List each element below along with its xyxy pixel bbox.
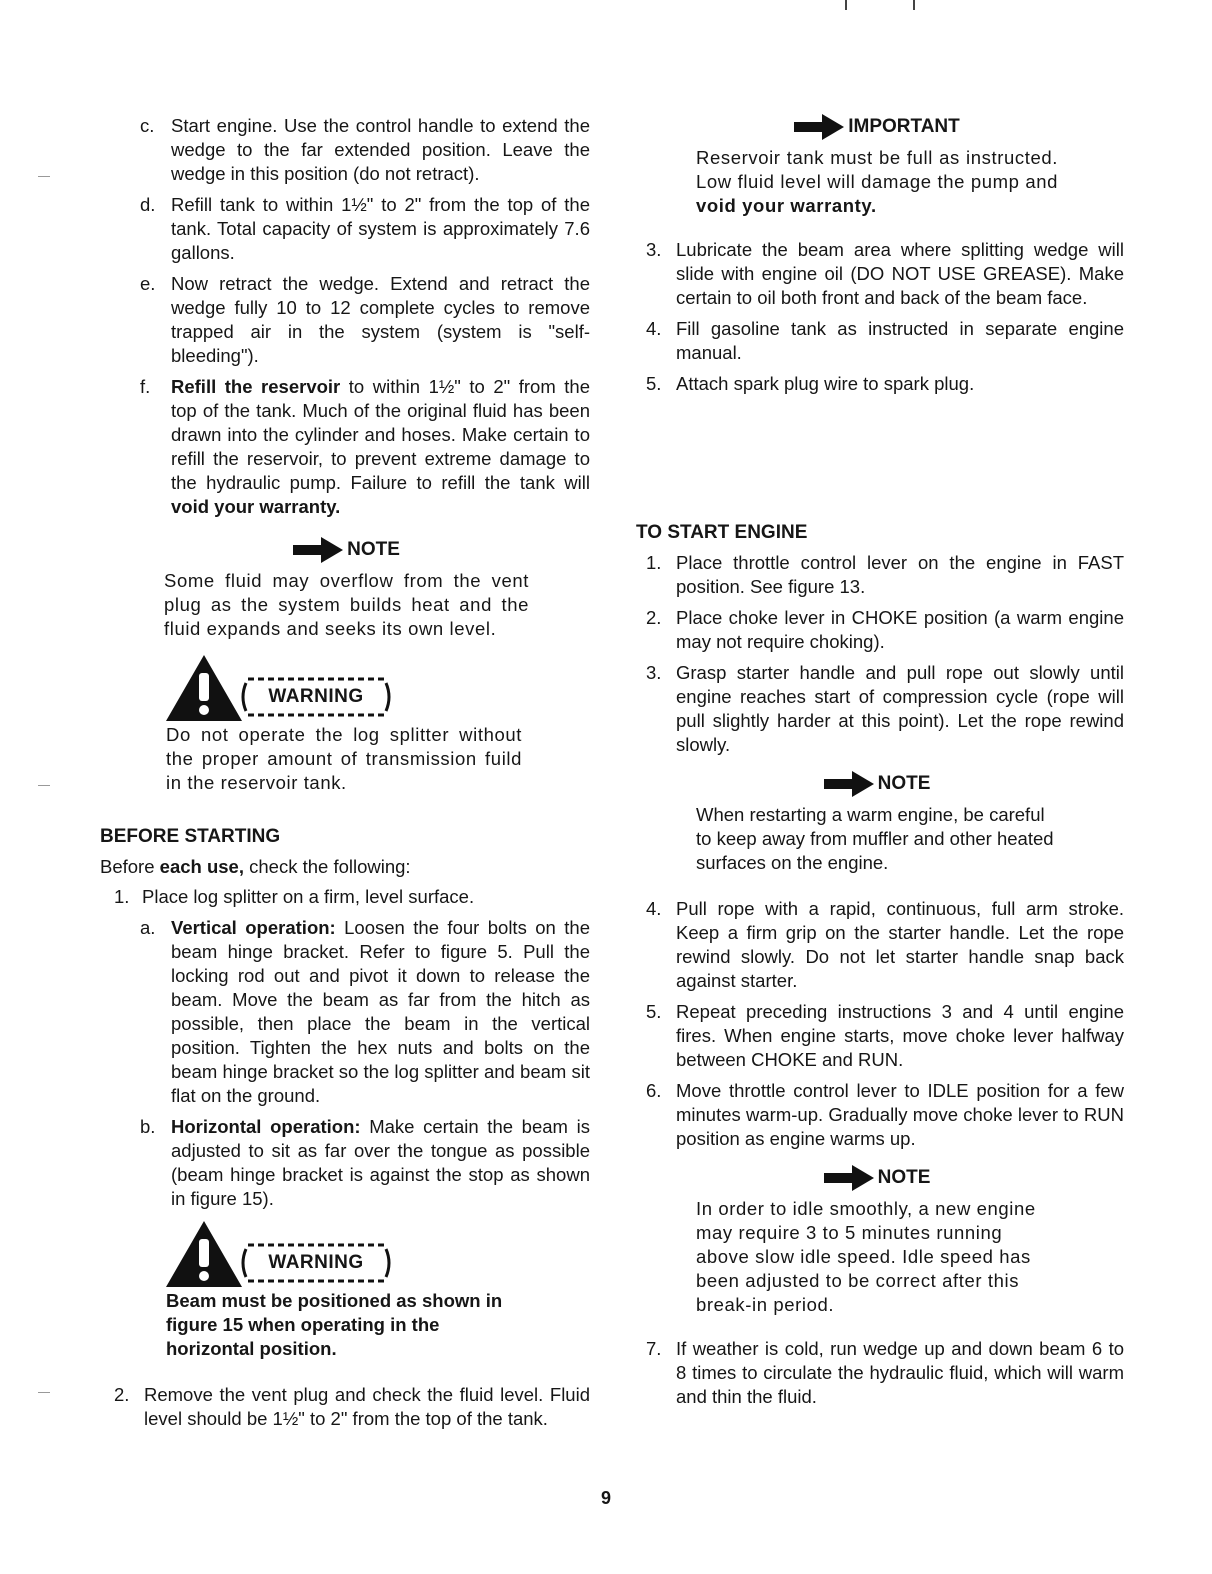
arrow-right-icon xyxy=(794,114,844,140)
step-marker: 2. xyxy=(114,1384,130,1405)
step-marker: 4. xyxy=(646,318,662,339)
step-text: Attach spark plug wire to spark plug. xyxy=(676,373,975,394)
step-text: Place log splitter on a firm, level surface. xyxy=(142,886,475,907)
warning-banner xyxy=(238,675,394,719)
note-text: Some fluid may overflow from the vent plug as the system builds heat and the fluid expands and seeks its own level. xyxy=(164,570,529,639)
step-marker: f. xyxy=(140,376,151,397)
scan-mark xyxy=(38,176,50,177)
scan-mark xyxy=(845,0,847,10)
arrow-right-icon xyxy=(293,537,343,563)
step-1a xyxy=(100,916,590,1108)
step-text: Place throttle control lever on the engine in FAST position. See figure 13. xyxy=(676,552,1124,597)
step-text: Move throttle control lever to IDLE position for a few minutes warm-up. Gradually move choke lever to RUN position as engine warms up. xyxy=(676,1080,1124,1149)
arrow-right-icon xyxy=(824,771,874,797)
note-label: NOTE xyxy=(877,773,931,794)
note-header xyxy=(696,771,1058,797)
note-box xyxy=(100,537,529,641)
start-step-2 xyxy=(632,606,1124,654)
warning-banner xyxy=(238,1241,394,1285)
step-text: If weather is cold, run wedge up and down beam 6 to 8 times to circulate the hydraulic fluid, which will warm and thin the fluid. xyxy=(676,1338,1124,1407)
important-text xyxy=(696,146,1058,218)
scan-mark xyxy=(913,0,915,10)
bold-lead: Vertical operation: xyxy=(171,917,336,938)
step-text-body: Make certain the beam is adjusted to sit as far over the tongue as possible (beam hinge bracket is against the stop as shown in figure 15). xyxy=(171,1116,590,1209)
step-marker: 6. xyxy=(646,1080,662,1101)
step-marker: 5. xyxy=(646,373,662,394)
step-text xyxy=(171,916,590,1108)
bold-lead: Refill the reservoir xyxy=(171,376,341,397)
step-text xyxy=(171,1115,590,1211)
step-4 xyxy=(632,317,1124,365)
step-marker: 3. xyxy=(646,239,662,260)
intro-pre: Before xyxy=(100,856,160,877)
before-starting-intro xyxy=(100,855,590,879)
step-text: Refill tank to within 1½" to 2" from the top of the tank. Total capacity of system is approximately 7.6 gallons. xyxy=(171,194,590,263)
start-step-6 xyxy=(632,1079,1124,1151)
step-1b xyxy=(100,1115,590,1211)
step-marker: b. xyxy=(140,1116,156,1137)
step-5 xyxy=(632,372,1124,396)
step-marker: 2. xyxy=(646,607,662,628)
step-text: Remove the vent plug and check the fluid level. Fluid level should be 1½" to 2" from the top of the tank. xyxy=(144,1384,590,1429)
warning-label: WARNING xyxy=(268,686,364,707)
step-c xyxy=(100,114,590,186)
intro-bold: each use, xyxy=(159,856,244,877)
step-f xyxy=(100,375,590,519)
note-label: NOTE xyxy=(347,539,400,560)
step-marker: 5. xyxy=(646,1001,662,1022)
scan-mark xyxy=(38,1392,50,1393)
warning-text: Do not operate the log splitter without the proper amount of transmission fuild in the reservoir tank. xyxy=(166,724,522,793)
step-marker: e. xyxy=(140,273,156,294)
note-text: In order to idle smoothly, a new engine may require 3 to 5 minutes running above slow idle speed. Idle speed has been adjusted to be correct after this break-in period. xyxy=(696,1198,1036,1315)
intro-post: check the following: xyxy=(243,856,411,877)
step-text xyxy=(171,375,590,519)
step-d xyxy=(100,193,590,265)
start-step-1 xyxy=(632,551,1124,599)
arrow-right-icon xyxy=(824,1165,874,1191)
right-column xyxy=(632,114,1124,1416)
step-text: Place choke lever in CHOKE position (a warm engine may not require choking). xyxy=(676,607,1124,652)
step-3 xyxy=(632,238,1124,310)
important-text-body: Reservoir tank must be full as instructed. Low fluid level will damage the pump and xyxy=(696,147,1058,192)
step-text: Now retract the wedge. Extend and retract the wedge fully 10 to 12 complete cycles to remove trapped air in the system (system is "self-bleeding"). xyxy=(171,273,590,366)
section-title-before-starting: BEFORE STARTING xyxy=(100,826,281,847)
important-box xyxy=(632,114,1058,218)
warning-triangle-icon xyxy=(166,655,242,721)
section-title-to-start-engine: TO START ENGINE xyxy=(636,522,808,543)
step-marker: d. xyxy=(140,194,156,215)
important-label: IMPORTANT xyxy=(848,116,960,137)
step-2 xyxy=(100,1383,590,1431)
warning-text: Beam must be positioned as shown in figure 15 when operating in the horizontal position. xyxy=(166,1290,503,1359)
step-text-body: Loosen the four bolts on the beam hinge bracket. Refer to figure 5. Pull the locking rod out and pivot it down to release the beam. Move the beam as far from the hitch as possible, then place the beam in the vertical position. Tighten the hex nuts and bolts on the beam hinge bracket so the log splitter and beam sit flat on the ground. xyxy=(171,917,590,1106)
note-header xyxy=(164,537,529,563)
step-text-body: to within 1½" to 2" from the top of the tank. Much of the original fluid has been drawn into the cylinder and hoses. Make certain to refill the reservoir, to prevent extreme damage to the hydraulic pump. Failure to refill the tank will xyxy=(171,376,591,493)
step-text: Lubricate the beam area where splitting wedge will slide with engine oil (DO NOT USE GREASE). Make certain to oil both front and back of the beam face. xyxy=(676,239,1124,308)
bold-lead: Horizontal operation: xyxy=(171,1116,361,1137)
step-marker: 7. xyxy=(646,1338,662,1359)
step-text: Fill gasoline tank as instructed in separate engine manual. xyxy=(676,318,1124,363)
warning-triangle-icon xyxy=(166,1221,242,1287)
step-marker: 1. xyxy=(646,552,662,573)
step-marker: 1. xyxy=(114,886,130,907)
important-header xyxy=(696,114,1058,140)
start-step-5 xyxy=(632,1000,1124,1072)
warning-header xyxy=(166,655,590,721)
step-marker: 3. xyxy=(646,662,662,683)
step-text: Grasp starter handle and pull rope out slowly until engine reaches start of compression cycle (rope will pull slightly harder at this point). Let the rope rewind slowly. xyxy=(676,662,1124,755)
step-e xyxy=(100,272,590,368)
page-number: 9 xyxy=(600,1488,611,1508)
bold-tail: void your warranty. xyxy=(171,496,341,517)
step-marker: a. xyxy=(140,917,156,938)
scan-mark xyxy=(38,785,50,786)
step-marker: 4. xyxy=(646,898,662,919)
step-text: Repeat preceding instructions 3 and 4 until engine fires. When engine starts, move choke lever halfway between CHOKE and RUN. xyxy=(676,1001,1124,1070)
note-label: NOTE xyxy=(877,1167,931,1188)
step-text: Start engine. Use the control handle to extend the wedge to the far extended position. Leave the wedge in this position (do not retract). xyxy=(171,115,590,184)
start-step-4 xyxy=(632,897,1124,993)
warning-label: WARNING xyxy=(268,1252,364,1273)
step-1 xyxy=(100,885,590,909)
left-column xyxy=(100,114,590,1438)
step-text: Pull rope with a rapid, continuous, full arm stroke. Keep a firm grip on the starter handle. Let the rope rewind slowly. Do not let starter handle snap back against starter. xyxy=(676,898,1124,991)
bold-tail: void your warranty. xyxy=(696,195,877,216)
note-header xyxy=(696,1165,1058,1191)
note-box xyxy=(632,1165,1058,1317)
note-box xyxy=(632,771,1058,875)
note-text: When restarting a warm engine, be careful to keep away from muffler and other heated surfaces on the engine. xyxy=(696,804,1054,873)
warning-header xyxy=(166,1221,590,1287)
start-step-3 xyxy=(632,661,1124,757)
start-step-7 xyxy=(632,1337,1124,1409)
step-marker: c. xyxy=(140,115,155,136)
